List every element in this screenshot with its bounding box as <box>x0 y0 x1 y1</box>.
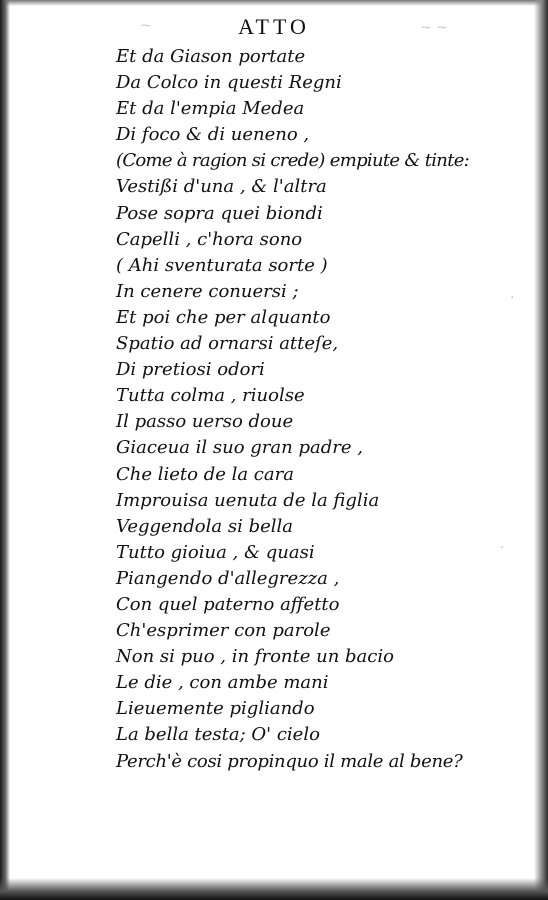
verse-list <box>116 44 469 775</box>
verse-line: Capelli , c'hora sono <box>116 228 303 250</box>
verse-line: Che lieto de la cara <box>116 463 294 485</box>
verse-line: Et poi che per alquanto <box>116 306 331 328</box>
verse-line: Et da l'empia Medea <box>116 98 305 120</box>
verse-line: Giaceua il suo gran padre , <box>116 437 363 459</box>
page-bottom-edge-shadow <box>0 878 548 900</box>
bleed-through-mark: ~ <box>140 18 152 34</box>
running-header: ATTO <box>238 14 310 39</box>
verse-line: Di foco & di ueneno , <box>116 124 310 146</box>
verse-line: Piangendo d'allegrezza , <box>116 567 340 589</box>
verse-line: Tutta colma , riuolse <box>116 385 305 407</box>
bleed-through-mark: · <box>510 290 515 306</box>
verse-line: Veggendola si bella <box>116 515 293 537</box>
bleed-through-mark: ~ ~ <box>420 20 448 36</box>
verse-line: Vestißi d'una , & l'altra <box>116 176 327 198</box>
verse-line: Improuisa uenuta de la figlia <box>116 489 380 511</box>
verse-line: Con quel paterno affetto <box>116 593 340 615</box>
verse-line: In cenere conuersi ; <box>116 280 299 302</box>
verse-line: ( Ahi sventurata sorte ) <box>116 254 328 276</box>
verse-line: Le die , con ambe mani <box>116 672 329 694</box>
binding-shadow <box>0 0 10 900</box>
bleed-through-mark: · <box>500 540 505 556</box>
page-top-shadow <box>0 0 548 6</box>
verse-line: Spatio ad ornarsi atteſe, <box>116 333 339 355</box>
verse-line: Pose sopra quei biondi <box>116 202 323 224</box>
verse-line: La bella testa; O' cielo <box>116 724 320 746</box>
verse-line: Non si puo , in fronte un bacio <box>116 646 394 668</box>
verse-line: Perch'è cosi propinquo il male al bene? <box>116 750 463 772</box>
verse-line: Il passo uerso doue <box>116 411 294 433</box>
verse-line: (Come à ragion si crede) empiute & tinte: <box>116 150 470 172</box>
verse-line: Di pretiosi odori <box>116 359 265 381</box>
verse-line: Ch'esprimer con parole <box>116 620 331 642</box>
verse-line: Lieuemente pigliando <box>116 698 315 720</box>
verse-line: Tutto gioiua , & quasi <box>116 541 315 563</box>
verse-line: Et da Giason portate <box>116 46 306 67</box>
page-right-edge-shadow <box>534 0 548 900</box>
verse-line: Da Colco in questi Regni <box>116 72 342 94</box>
